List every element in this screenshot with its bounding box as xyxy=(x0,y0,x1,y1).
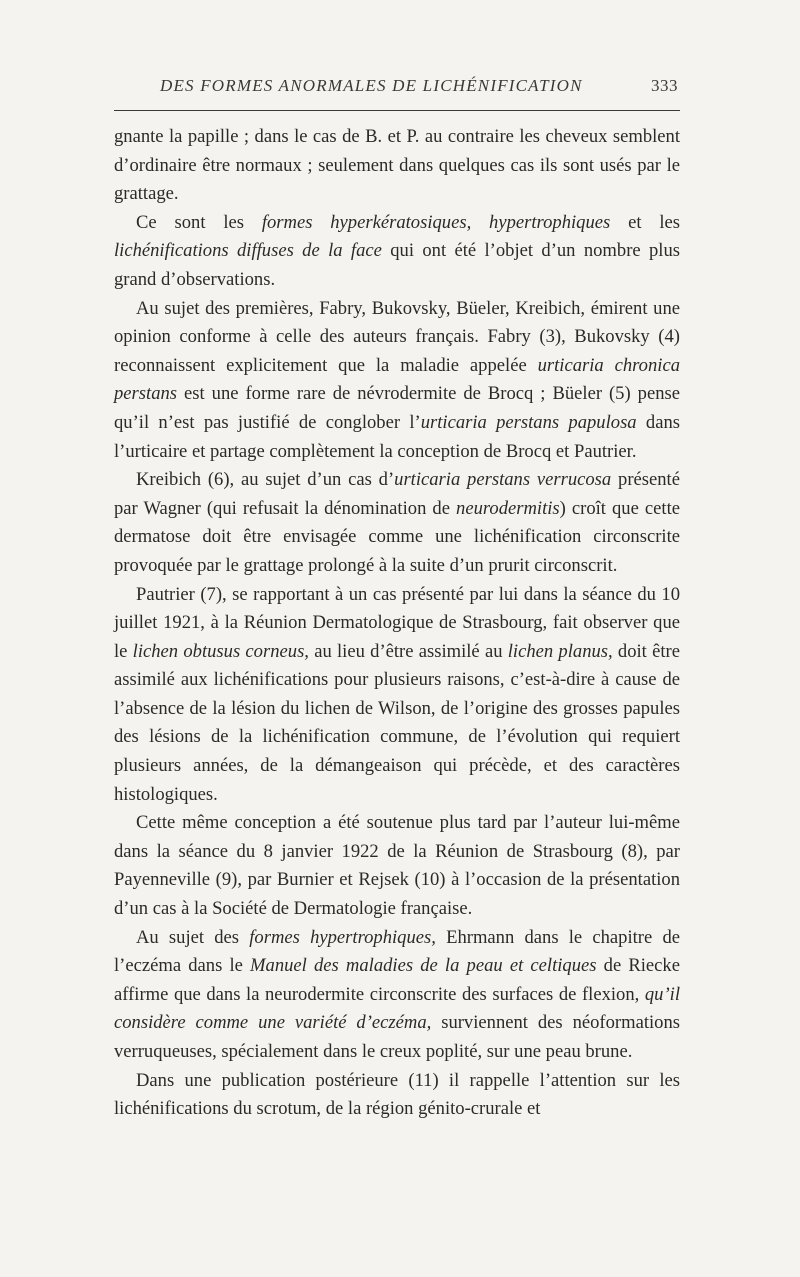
paragraph xyxy=(114,209,680,295)
paragraph xyxy=(114,466,680,580)
italic-text: neurodermitis xyxy=(456,497,560,519)
text-run: dans l’urticaire et partage complètement la conception de Brocq et Pautrier. xyxy=(114,411,680,462)
italic-text: qu’il considère comme une variété d’eczéma, xyxy=(114,983,680,1034)
text-run: Ce sont les xyxy=(136,211,262,233)
text-run: Au sujet des xyxy=(136,926,250,948)
paragraph xyxy=(114,809,680,923)
italic-text: lichen planus, xyxy=(507,640,613,662)
text-run: doit être assimilé aux lichénifications pour plusieurs raisons, c’est-à-dire à cause de l’absence de la lésion du lichen de Wilson, de l’origine des grosses papules des lésions de la lichénification commune, de l’évolution qui requiert plusieurs années, de la démangeaison qui précède, et des caractères histologiques. xyxy=(114,640,680,805)
text-run: et les xyxy=(610,211,680,233)
italic-text: Manuel des maladies de la peau et celtiques xyxy=(250,955,597,977)
text-run: Cette même conception a été soutenue plus tard par l’auteur lui-même dans la séance du 8 janvier 1922 de la Réunion de Strasbourg (8), par Payenneville (9), par Burnier et Rejsek (10) à l’occasion de la présentation d’un cas à la Société de Dermatologie française. xyxy=(114,812,680,920)
running-head xyxy=(114,66,680,96)
text-run: Ehrmann dans le chapitre de l’eczéma dans le xyxy=(114,926,681,977)
text-run: au lieu d’être assimilé au xyxy=(308,640,508,662)
text-run: Pautrier (7), se rapportant à un cas présenté par lui dans la séance du 10 juillet 1921, à la Réunion Dermatologique de Strasbourg, fait observer que le xyxy=(114,583,680,662)
text-run: ) croît que cette dermatose doit être envisagée comme une lichénification circonscrite provoquée par le grattage prolongé à la suite d’un prurit circonscrit. xyxy=(114,497,680,576)
page-number: 333 xyxy=(651,76,678,95)
text-run: qui ont été l’objet d’un nombre plus grand d’observations. xyxy=(114,240,680,290)
italic-text: urticaria perstans papulosa xyxy=(420,411,637,433)
book-page xyxy=(114,66,680,1124)
text-run: surviennent des néoformations verruqueuses, spécialement dans le creux poplité, sur une peau brune. xyxy=(114,1012,680,1062)
italic-text: urticaria chronica perstans xyxy=(114,354,680,405)
italic-text: lichen obtusus corneus, xyxy=(132,640,309,662)
paragraph xyxy=(114,924,680,1067)
text-run: gnante la papille ; dans le cas de B. et P. au contraire les cheveux semblent d’ordinaire être normaux ; seulement dans quelques cas ils sont usés par le grattage. xyxy=(114,126,680,205)
text-run: Dans une publication postérieure (11) il rappelle l’attention sur les lichénifications du scrotum, de la région génito-crurale et xyxy=(114,1069,680,1120)
text-run: Kreibich (6), au sujet d’un cas d’ xyxy=(136,469,395,491)
text-run: de Riecke affirme que dans la neurodermite circonscrite des surfaces de flexion, xyxy=(114,955,680,1005)
header-rule xyxy=(114,110,680,111)
text-run: Au sujet des premières, Fabry, Bukovsky, Büeler, Kreibich, émirent une opinion conforme à celle des auteurs français. Fabry (3), Bukovsky (4) reconnaissent explicitement que la maladie appelée xyxy=(114,297,680,376)
paragraph xyxy=(114,123,680,209)
text-run: est une forme rare de névrodermite de Brocq ; Büeler (5) pense qu’il n’est pas justifié de conglober l’ xyxy=(114,383,680,433)
paragraph xyxy=(114,581,680,810)
italic-text: formes hyperkératosiques, hypertrophiques xyxy=(261,211,611,233)
paragraph xyxy=(114,295,680,467)
text-run: présenté par Wagner (qui refusait la dénomination de xyxy=(114,469,680,519)
paragraph xyxy=(114,1067,680,1124)
italic-text: lichénifications diffuses de la face xyxy=(114,240,382,262)
body-text xyxy=(114,123,680,1124)
italic-text: urticaria perstans verrucosa xyxy=(394,469,612,491)
running-title: DES FORMES ANORMALES DE LICHÉNIFICATION xyxy=(160,76,583,95)
italic-text: formes hypertrophiques, xyxy=(249,926,436,948)
